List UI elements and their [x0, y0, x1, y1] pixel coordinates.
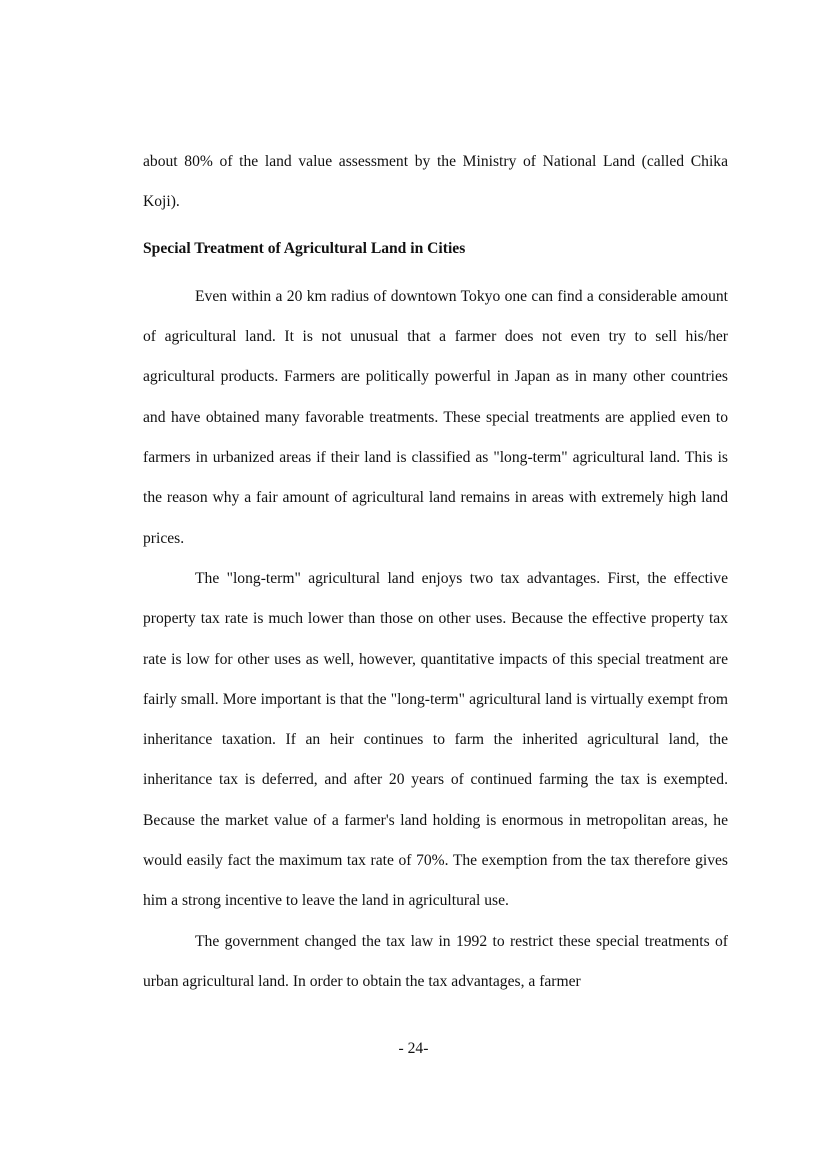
paragraph-1: Even within a 20 km radius of downtown Tokyo one can find a considerable amount of agricultural land. It is not unusual that a farmer does not even try to sell his/her agricultural products. Farmers are politically powerful in Japan as in many other countries and have obtained many favorable treatments. These special treatments are applied even to farmers in urbanized areas if their land is classified as "long-term" agricultural land. This is the reason why a fair amount of agricultural land remains in areas with extremely high land prices.: [143, 287, 728, 547]
page-body: [143, 142, 728, 1002]
continuation-paragraph: about 80% of the land value assessment by the Ministry of National Land (called Chika Koji).: [143, 153, 728, 211]
paragraph-3: The government changed the tax law in 1992 to restrict these special treatments of urban agricultural land. In order to obtain the tax advantages, a farmer: [143, 932, 728, 990]
page-number: - 24-: [398, 1040, 429, 1057]
paragraph-2: The "long-term" agricultural land enjoys two tax advantages. First, the effective property tax rate is much lower than those on other uses. Because the effective property tax rate is low for other uses as well, however, quantitative impacts of this special treatment are fairly small. More important is that the "long-term" agricultural land is virtually exempt from inheritance taxation. If an heir continues to farm the inherited agricultural land, the inheritance tax is deferred, and after 20 years of continued farming the tax is exempted. Because the market value of a farmer's land holding is enormous in metropolitan areas, he would easily fact the maximum tax rate of 70%. The exemption from the tax therefore gives him a strong incentive to leave the land in agricultural use.: [143, 569, 728, 910]
section-heading: Special Treatment of Agricultural Land in Cities: [143, 239, 466, 257]
